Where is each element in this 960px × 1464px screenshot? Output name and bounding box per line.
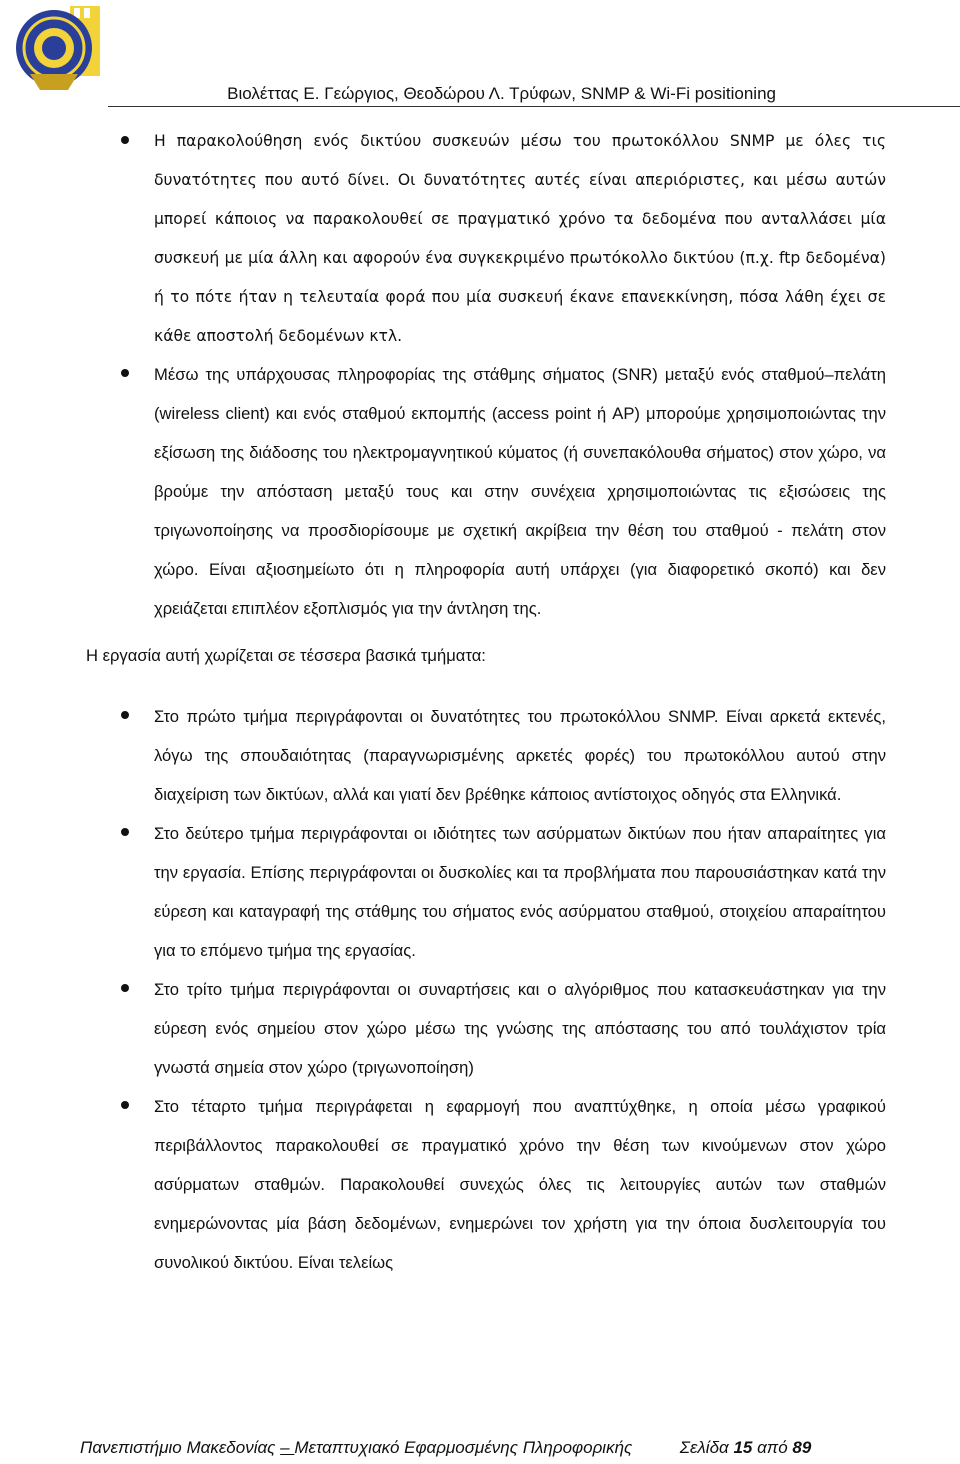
list-item-text: Στο τρίτο τμήμα περιγράφονται οι συναρτήσεις και ο αλγόριθμος που κατασκευάστηκαν για την εύρεση ενός σημείου στον χώρο μέσω της γνώσης της απόστασης του από τουλάχιστον τρία γνωστά σημεία στον χώρο (τριγωνοποίηση): [154, 980, 886, 1077]
list-item-text: Μέσω της υπάρχουσας πληροφορίας της στάθμης σήματος (SNR) μεταξύ ενός σταθμού–πελάτη (wireless client) και ενός σταθμού εκπομπής (access point ή AP) μπορούμε χρησιμοποιώντας την εξίσωση της διάδοσης του ηλεκτρομαγνητικού κύματος (ή συνεπακόλουθα σήματος) στον χώρο, να βρούμε την απόσταση μεταξύ τους και στην συνέχεια χρησιμοποιώντας τις εξισώσεις της τριγωνοποίησης να προσδιορίσουμε με σχετική ακρίβεια την θέση του σταθμού - πελάτη στον χώρο. Είναι αξιοσημείωτο ότι η πληροφορία αυτή υπάρχει (για διαφορετικό σκοπό) και δεν χρειάζεται επιπλέον εξοπλισμός για την άντληση της.: [154, 365, 886, 618]
footer-page-number: 15: [733, 1438, 753, 1457]
header-divider: [108, 106, 960, 107]
bullet-icon: [121, 828, 129, 836]
bullet-icon: [121, 136, 129, 144]
page-footer: Πανεπιστήμιο Μακεδονίας – Μεταπτυχιακό Εφαρμοσμένης Πληροφορικής Σελίδα 15 από 89: [80, 1438, 812, 1457]
list-item: [154, 355, 886, 628]
list-item-text: Στο δεύτερο τμήμα περιγράφονται οι ιδιότητες των ασύρματων δικτύων που ήταν απαραίτητες για την εργασία. Επίσης περιγράφονται οι δυσκολίες και τα προβλήματα που παρουσιάστηκαν κατά την εύρεση και καταγραφή της στάθμης του σήματος ενός ασύρματου σταθμού, στοιχείου απαραίτητου για το επόμενο τμήμα της εργασίας.: [154, 824, 886, 960]
page-header-title: Βιολέττας Ε. Γεώργιος, Θεοδώρου Λ. Τρύφων, SNMP & Wi-Fi positioning: [227, 84, 776, 103]
university-seal-icon: [12, 2, 104, 98]
list-item: [154, 697, 886, 814]
list-item: [154, 122, 886, 356]
footer-page-label: Σελίδα: [679, 1438, 729, 1457]
list-item: [154, 970, 886, 1087]
footer-of-label: από: [757, 1438, 788, 1457]
footer-total-pages: 89: [792, 1438, 812, 1457]
footer-institution: Πανεπιστήμιο Μακεδονίας: [80, 1438, 276, 1457]
bullet-icon: [121, 984, 129, 992]
list-item-text: Στο τέταρτο τμήμα περιγράφεται η εφαρμογή που αναπτύχθηκε, η οποία μέσω γραφικού περιβάλλοντος παρακολουθεί σε πραγματικό χρόνο την θέση των κινούμενων στον χώρο ασύρματων σταθμών. Παρακολουθεί συνεχώς όλες τις λειτουργίες αυτών των σταθμών ενημερώνοντας μία βάση δεδομένων, ενημερώνει τον χρήστη για την όποια δυσλειτουργία του συνολικού δικτύου. Είναι τελείως: [154, 1097, 886, 1272]
bullet-icon: [121, 369, 129, 377]
footer-program: Μεταπτυχιακό Εφαρμοσμένης Πληροφορικής: [294, 1438, 633, 1457]
bullet-icon: [121, 1101, 129, 1109]
document-body: [0, 122, 960, 1282]
intro-paragraph: Η εργασία αυτή χωρίζεται σε τέσσερα βασικά τμήματα:: [86, 646, 486, 665]
list-item: [154, 1087, 886, 1282]
list-item-text: Στο πρώτο τμήμα περιγράφονται οι δυνατότητες του πρωτοκόλλου SNMP. Είναι αρκετά εκτενές, λόγω της σπουδαιότητας (παραγνωρισμένης αρκετές φορές) του πρωτοκόλλου αυτού στην διαχείριση των δικτύων, αλλά και γιατί δεν βρέθηκε κάποιος αντίστοιχος οδηγός στα Ελληνικά.: [154, 707, 886, 804]
bullet-icon: [121, 711, 129, 719]
list-item: [154, 814, 886, 970]
list-item-text: Η παρακολούθηση ενός δικτύου συσκευών μέσω του πρωτοκόλλου SNMP με όλες τις δυνατότητες που αυτό δίνει. Οι δυνατότητες αυτές είναι απεριόριστες, και μέσω αυτών μπορεί κάποιος να παρακολουθεί σε πραγματικό χρόνο τα δεδομένα που ανταλλάσει μία συσκευή με μία άλλη και αφορούν ένα συγκεκριμένο πρωτόκολλο δικτύου (π.χ. ftp δεδομένα) ή το πότε ήταν η τελευταία φορά που μία συσκευή έκανε επανεκκίνηση, πόσα λάθη έχει σε κάθε αποστολή δεδομένων κτλ.: [154, 132, 886, 345]
